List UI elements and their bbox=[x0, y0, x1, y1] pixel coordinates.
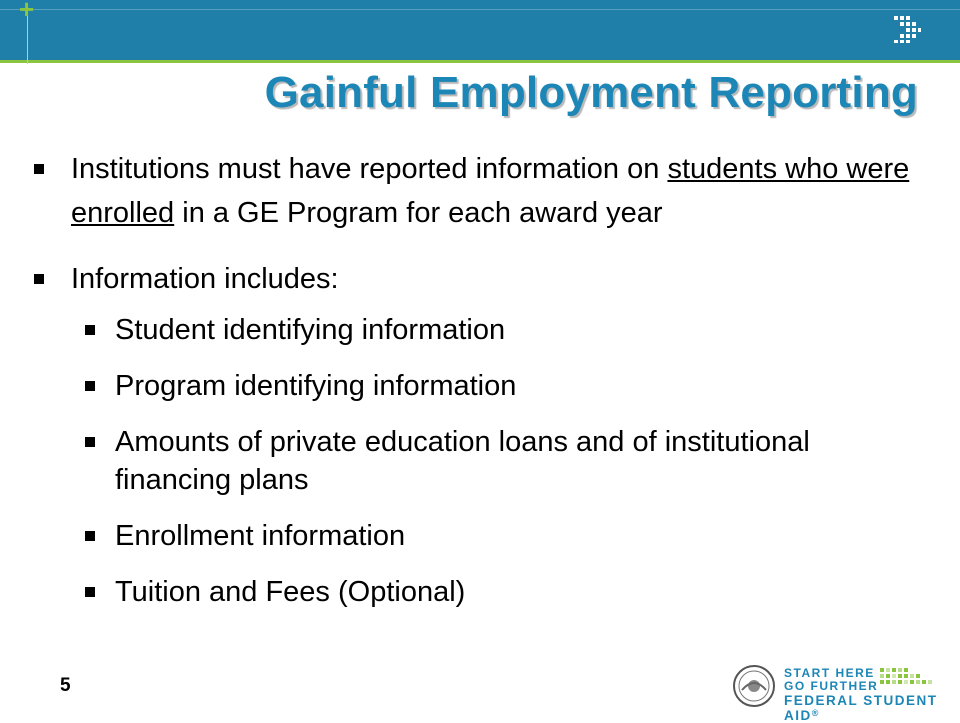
sub-bullet-tuition bbox=[34, 573, 914, 611]
slide-body bbox=[34, 147, 914, 629]
sub-bullet-student bbox=[34, 311, 914, 349]
sub-bullet-text: Enrollment information bbox=[115, 520, 406, 552]
registered-mark: ® bbox=[811, 708, 820, 718]
green-dot-grid-icon bbox=[878, 666, 952, 694]
bullet-information-includes bbox=[34, 257, 914, 301]
page-number: 5 bbox=[60, 675, 71, 696]
bullet-square-icon bbox=[85, 437, 95, 447]
logo-line-go-further: GO FURTHER bbox=[784, 679, 879, 693]
sub-bullet-program bbox=[34, 367, 914, 405]
bullet-text-post: in a GE Program for each award year bbox=[174, 197, 663, 229]
sub-bullet-loans bbox=[34, 423, 914, 499]
header-rule bbox=[0, 9, 960, 10]
sub-bullet-text: Student identifying information bbox=[115, 314, 506, 346]
sub-bullet-text: Program identifying information bbox=[115, 370, 517, 402]
logo-fsa-text: FEDERAL STUDENT AID bbox=[784, 693, 938, 723]
bullet-square-icon bbox=[85, 531, 95, 541]
bullet-square-icon bbox=[85, 325, 95, 335]
federal-student-aid-logo bbox=[732, 662, 956, 723]
plus-icon: + bbox=[19, 0, 35, 24]
bullet-square-icon bbox=[34, 164, 44, 174]
bullet-institutions bbox=[34, 147, 914, 235]
sub-bullet-enrollment bbox=[34, 517, 914, 555]
bullet-square-icon bbox=[85, 587, 95, 597]
bullet-square-icon bbox=[34, 274, 44, 284]
department-seal-icon bbox=[732, 664, 776, 708]
bullet-text: Information includes: bbox=[71, 263, 339, 295]
header-accent-line bbox=[0, 60, 960, 63]
sub-bullet-text: Tuition and Fees (Optional) bbox=[115, 576, 466, 608]
bullet-text-underlined: students who were enrolled bbox=[71, 153, 910, 229]
sub-bullet-text: Amounts of private education loans and of institutional financing plans bbox=[115, 426, 810, 496]
logo-line-fsa bbox=[784, 693, 956, 723]
arrow-dots-icon bbox=[892, 14, 922, 44]
logo-line-start-here: START HERE bbox=[784, 666, 875, 680]
bullet-text-pre: Institutions must have reported information on bbox=[71, 153, 668, 185]
bullet-square-icon bbox=[85, 381, 95, 391]
slide-title: Gainful Employment Reporting bbox=[264, 68, 918, 117]
